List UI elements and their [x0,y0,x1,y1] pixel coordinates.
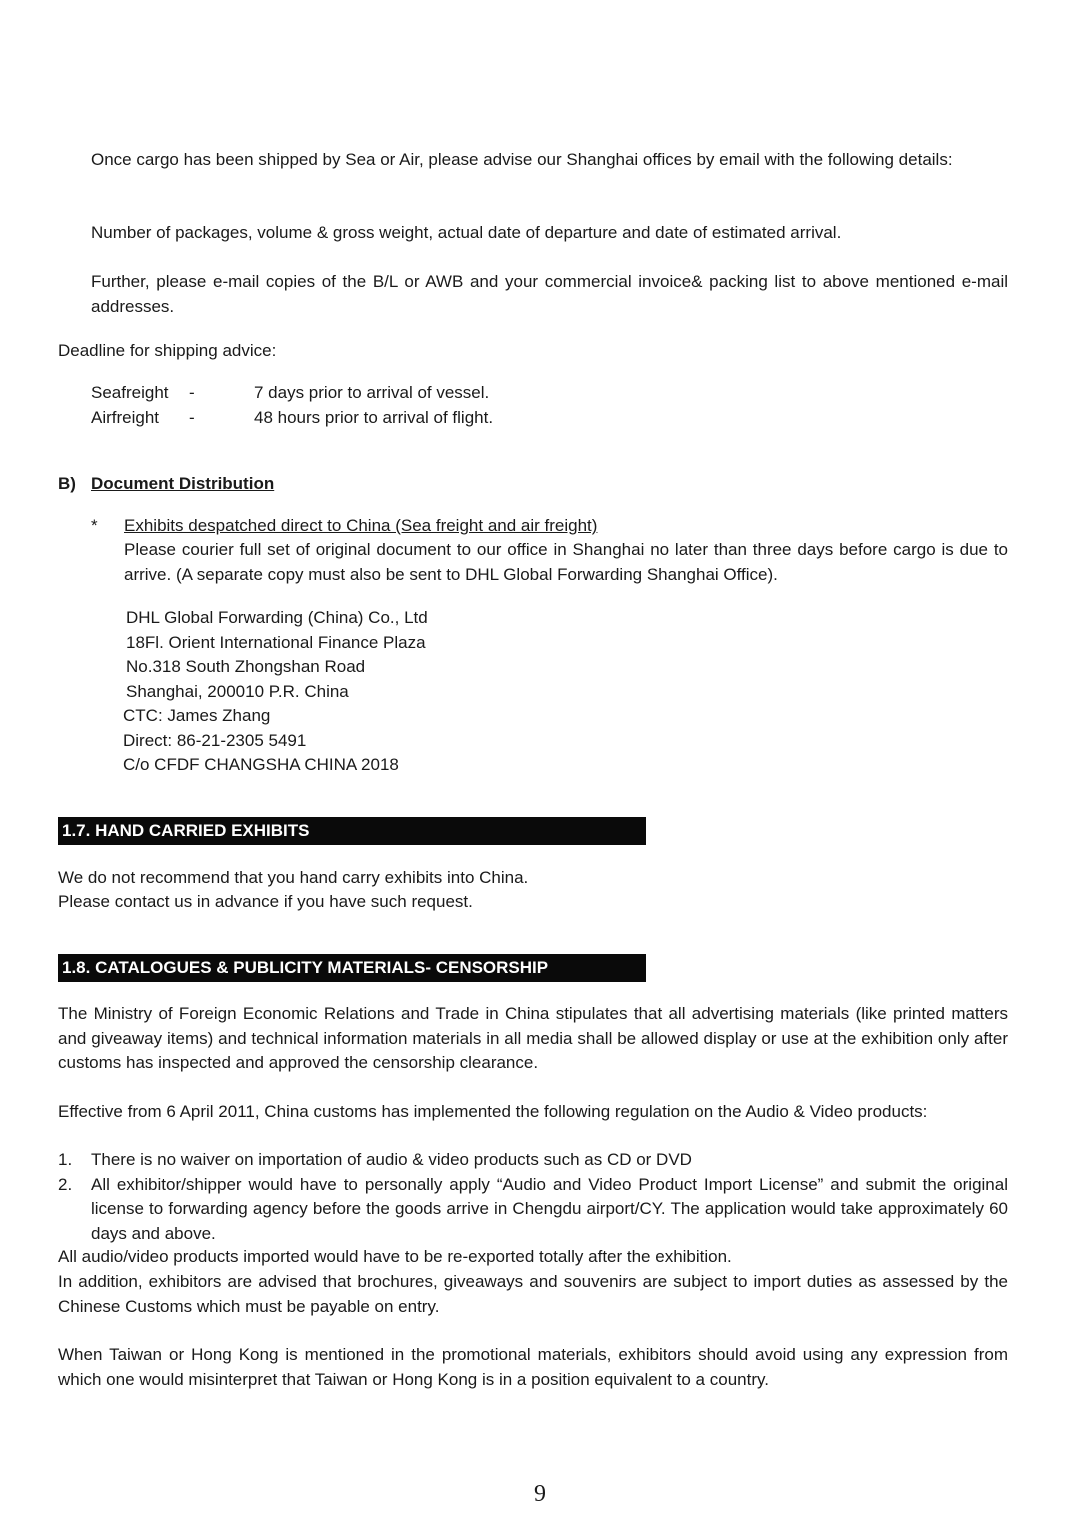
advice-details-paragraph: Number of packages, volume & gross weight, actual date of departure and date of estimated arrival. [91,223,842,242]
section-b-letter: B) [58,474,76,493]
taiwan-hongkong-paragraph: When Taiwan or Hong Kong is mentioned in the promotional materials, exhibitors should avoid using any expression from which one would misinterpret that Taiwan or Hong Kong is in a position equivalent to a country. [58,1345,1008,1389]
list-number: 1. [58,1150,73,1169]
section-b-heading [58,472,1008,497]
bullet-text: Please courier full set of original document to our office in Shanghai no later than three days before cargo is due to arrive. (A separate copy must also be sent to DHL Global Forwarding Shanghai Office). [124,540,1008,584]
hand-carry-line-2: Please contact us in advance if you have such request. [58,892,473,911]
deadline-table [91,381,1008,430]
address-contact: CTC: James Zhang [123,706,271,725]
audio-video-intro: Effective from 6 April 2011, China customs has implemented the following regulation on the Audio & Video products: [58,1102,928,1121]
address-care-of: C/o CFDF CHANGSHA CHINA 2018 [123,755,399,774]
list-number: 2. [58,1174,73,1194]
hand-carry-line-1: We do not recommend that you hand carry exhibits into China. [58,868,529,887]
email-copies-paragraph: Further, please e-mail copies of the B/L or AWB and your commercial invoice& packing list to above mentioned e-mail addresses. [91,272,1008,316]
reexport-line: All audio/video products imported would have to be re-exported totally after the exhibition. [58,1247,732,1266]
dhl-address-block [123,606,726,778]
section-17-title-bar: 1.7. HAND CARRIED EXHIBITS [58,817,646,845]
deadline-text: 48 hours prior to arrival of flight. [254,407,494,427]
section-18-title-bar: 1.8. CATALOGUES & PUBLICITY MATERIALS- CENSORSHIP [58,954,646,982]
list-item [58,1173,1008,1247]
address-line: 18Fl. Orient International Finance Plaza [126,632,426,652]
list-text: There is no waiver on importation of audio & video products such as CD or DVD [91,1150,692,1169]
deadline-mode: Seafreight [91,383,169,402]
section-b-title: Document Distribution [91,474,275,493]
deadline-row-airfreight [91,406,1008,431]
censorship-paragraph: The Ministry of Foreign Economic Relations and Trade in China stipulates that all advertising materials (like printed matters and giveaway items) and technical information materials in all media shall be allowed display or use at the exhibition only after customs has inspected and approved the censorship clearance. [58,1004,1008,1072]
regulation-list [58,1148,1008,1246]
deadline-text: 7 days prior to arrival of vessel. [254,383,490,402]
deadline-mode: Airfreight [91,407,160,427]
address-line: DHL Global Forwarding (China) Co., Ltd [126,608,428,627]
bullet-title: Exhibits despatched direct to China (Sea freight and air freight) [124,516,598,535]
list-item [58,1148,1008,1173]
address-phone: Direct: 86-21-2305 5491 [123,730,307,750]
deadline-dash: - [189,383,195,402]
page-number: 9 [534,1481,546,1507]
deadline-heading: Deadline for shipping advice: [58,341,277,360]
address-line: Shanghai, 200010 P.R. China [126,681,349,701]
address-line: No.318 South Zhongshan Road [126,657,366,676]
list-text: All exhibitor/shipper would have to personally apply “Audio and Video Product Import License” and submit the original license to forwarding agency before the goods arrive in Chengdu airport/CY. The application would take approximately 60 days and above. [91,1174,1008,1243]
shipping-advice-paragraph: Once cargo has been shipped by Sea or Air, please advise our Shanghai offices by email with the following details: [91,150,953,169]
bullet-asterisk: * [91,516,98,535]
deadline-row-seafreight [91,381,1008,406]
deadline-dash: - [189,407,195,427]
import-duties-paragraph: In addition, exhibitors are advised that brochures, giveaways and souvenirs are subject to import duties as assessed by the Chinese Customs which must be payable on entry. [58,1272,1008,1316]
